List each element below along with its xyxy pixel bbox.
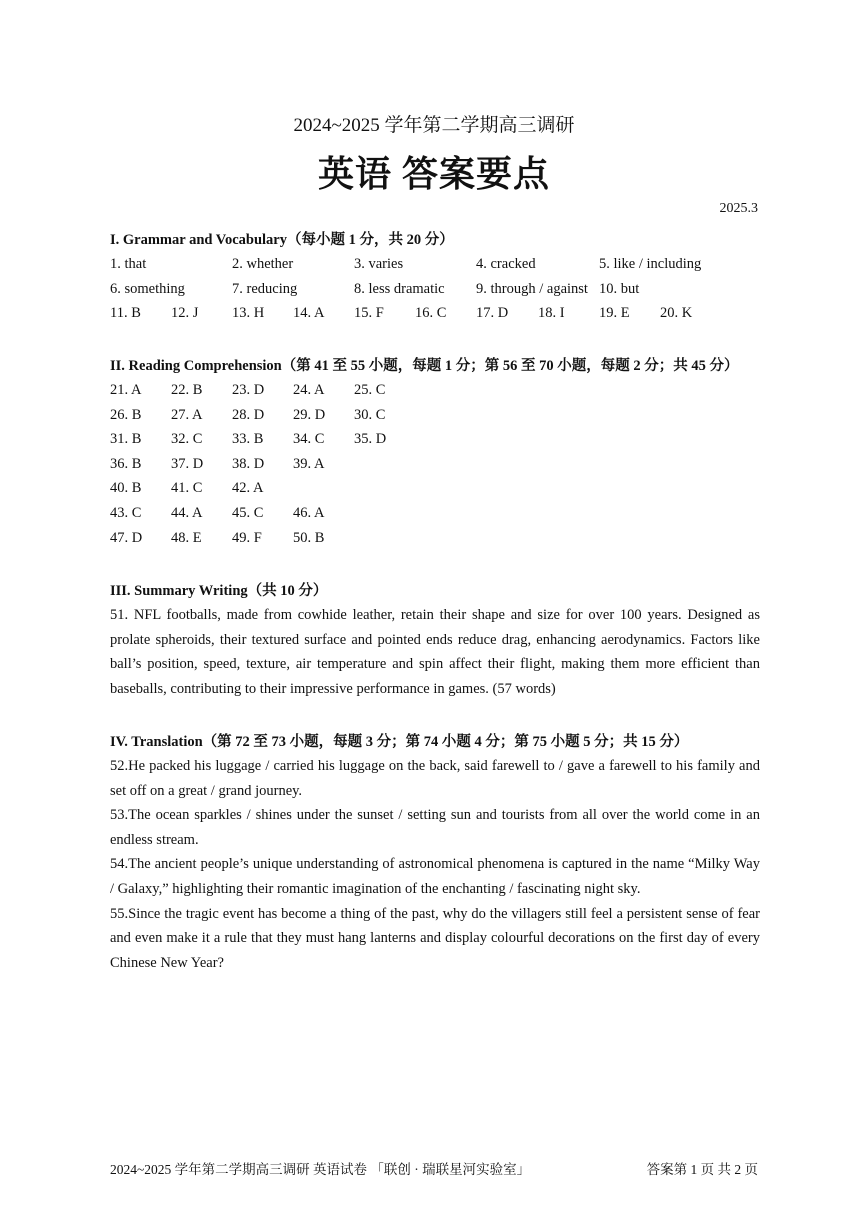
answer-item: 40. B: [110, 480, 142, 497]
answer-item: 29. D: [293, 406, 326, 423]
answer-item: 34. C: [293, 431, 325, 448]
translation-item: 54.The ancient people’s unique understanding of astronomical phenomena is captured in the name “Milky Way / Galaxy,” highlighting their romantic imagination of the enchanting / fascinating night sky.: [110, 856, 760, 897]
answer-item: 43. C: [110, 504, 142, 521]
answer-item: 16. C: [415, 305, 447, 322]
answer-item: 48. E: [171, 529, 202, 546]
answer-item: 38. D: [232, 455, 265, 472]
answer-item: 45. C: [232, 504, 264, 521]
answer-item: 8. less dramatic: [354, 280, 445, 297]
section-heading-translation: IV. Translation（第 72 至 73 小题，每题 3 分；第 74 小题 4 分；第 75 小题 5 分；共 15 分）: [110, 734, 689, 750]
answer-item: 33. B: [232, 431, 264, 448]
answer-item: 42. A: [232, 480, 264, 497]
answer-item: 46. A: [293, 504, 325, 521]
translation-answers: [110, 754, 760, 975]
section-heading-summary: III. Summary Writing（共 10 分）: [110, 583, 328, 599]
answer-item: 27. A: [171, 406, 203, 423]
answer-item: 37. D: [171, 455, 204, 472]
summary-answer: 51. NFL footballs, made from cowhide leather, retain their shape and size for over 100 years. Designed as prolate spheroids, their textured surface and pointed ends reduce drag, enhancing aerodynamics. Factors like ball’s position, speed, texture, air temperature and spin affect their flight, making them more efficient than baseballs, contributing to their impressive performance in games. (57 words): [110, 607, 760, 697]
answer-item: 39. A: [293, 455, 325, 472]
answer-item: 20. K: [660, 305, 693, 322]
answer-item: 12. J: [171, 305, 199, 322]
answer-item: 3. varies: [354, 256, 404, 272]
answer-item: 30. C: [354, 406, 386, 423]
answer-item: 6. something: [110, 280, 185, 297]
section-heading-grammar: I. Grammar and Vocabulary（每小题 1 分，共 20 分）: [110, 232, 454, 248]
answer-item: 13. H: [232, 305, 265, 322]
translation-item: 52.He packed his luggage / carried his luggage on the back, said farewell to / gave a farewell to his family and set off on a great / grand journey.: [110, 758, 760, 799]
answer-item: 22. B: [171, 382, 203, 398]
answer-item: 19. E: [599, 305, 630, 322]
answer-item: 44. A: [171, 504, 203, 521]
answer-item: 49. F: [232, 529, 262, 546]
answer-item: 28. D: [232, 406, 265, 423]
answer-item: 2. whether: [232, 256, 294, 272]
footer-left: 2024~2025 学年第二学期高三调研 英语试卷 「联创 · 瑞联星河实验室」: [110, 1162, 531, 1177]
answer-item: 31. B: [110, 431, 142, 448]
answer-item: 9. through / against: [476, 280, 588, 297]
answer-item: 11. B: [110, 305, 141, 322]
answer-item: 24. A: [293, 382, 325, 398]
translation-item: 55.Since the tragic event has become a thing of the past, why do the villagers still feel a persistent sense of fear and even make it a rule that they must hang lanterns and display colourful decorations on the first day of every Chinese New Year?: [110, 905, 760, 971]
answer-item: 1. that: [110, 256, 147, 272]
answer-item: 47. D: [110, 529, 143, 546]
answer-item: 4. cracked: [476, 256, 536, 272]
answer-item: 25. C: [354, 382, 386, 398]
document-title: 英语 答案要点: [317, 154, 550, 194]
answer-item: 14. A: [293, 305, 325, 322]
answer-item: 15. F: [354, 305, 384, 322]
translation-item: 53.The ocean sparkles / shines under the sunset / setting sun and tourists from all over the world come in an endless stream.: [110, 807, 760, 848]
answer-item: 35. D: [354, 431, 387, 448]
answer-item: 21. A: [110, 382, 142, 398]
answer-item: 5. like / including: [599, 256, 702, 272]
answer-item: 32. C: [171, 431, 203, 448]
answer-item: 7. reducing: [232, 280, 298, 297]
answer-item: 26. B: [110, 406, 142, 423]
answer-item: 17. D: [476, 305, 509, 322]
document-subtitle: 2024~2025 学年第二学期高三调研: [293, 115, 575, 136]
answer-item: 10. but: [599, 280, 640, 297]
answer-item: 41. C: [171, 480, 203, 497]
answer-item: 18. I: [538, 305, 565, 322]
answer-item: 50. B: [293, 529, 325, 546]
section-heading-reading: II. Reading Comprehension（第 41 至 55 小题，每题 1 分；第 56 至 70 小题，每题 2 分；共 45 分）: [110, 358, 739, 374]
document-date: 2025.3: [719, 201, 758, 216]
answer-item: 36. B: [110, 455, 142, 472]
footer-page-number: 答案第 1 页 共 2 页: [646, 1162, 758, 1177]
answer-item: 23. D: [232, 382, 265, 398]
